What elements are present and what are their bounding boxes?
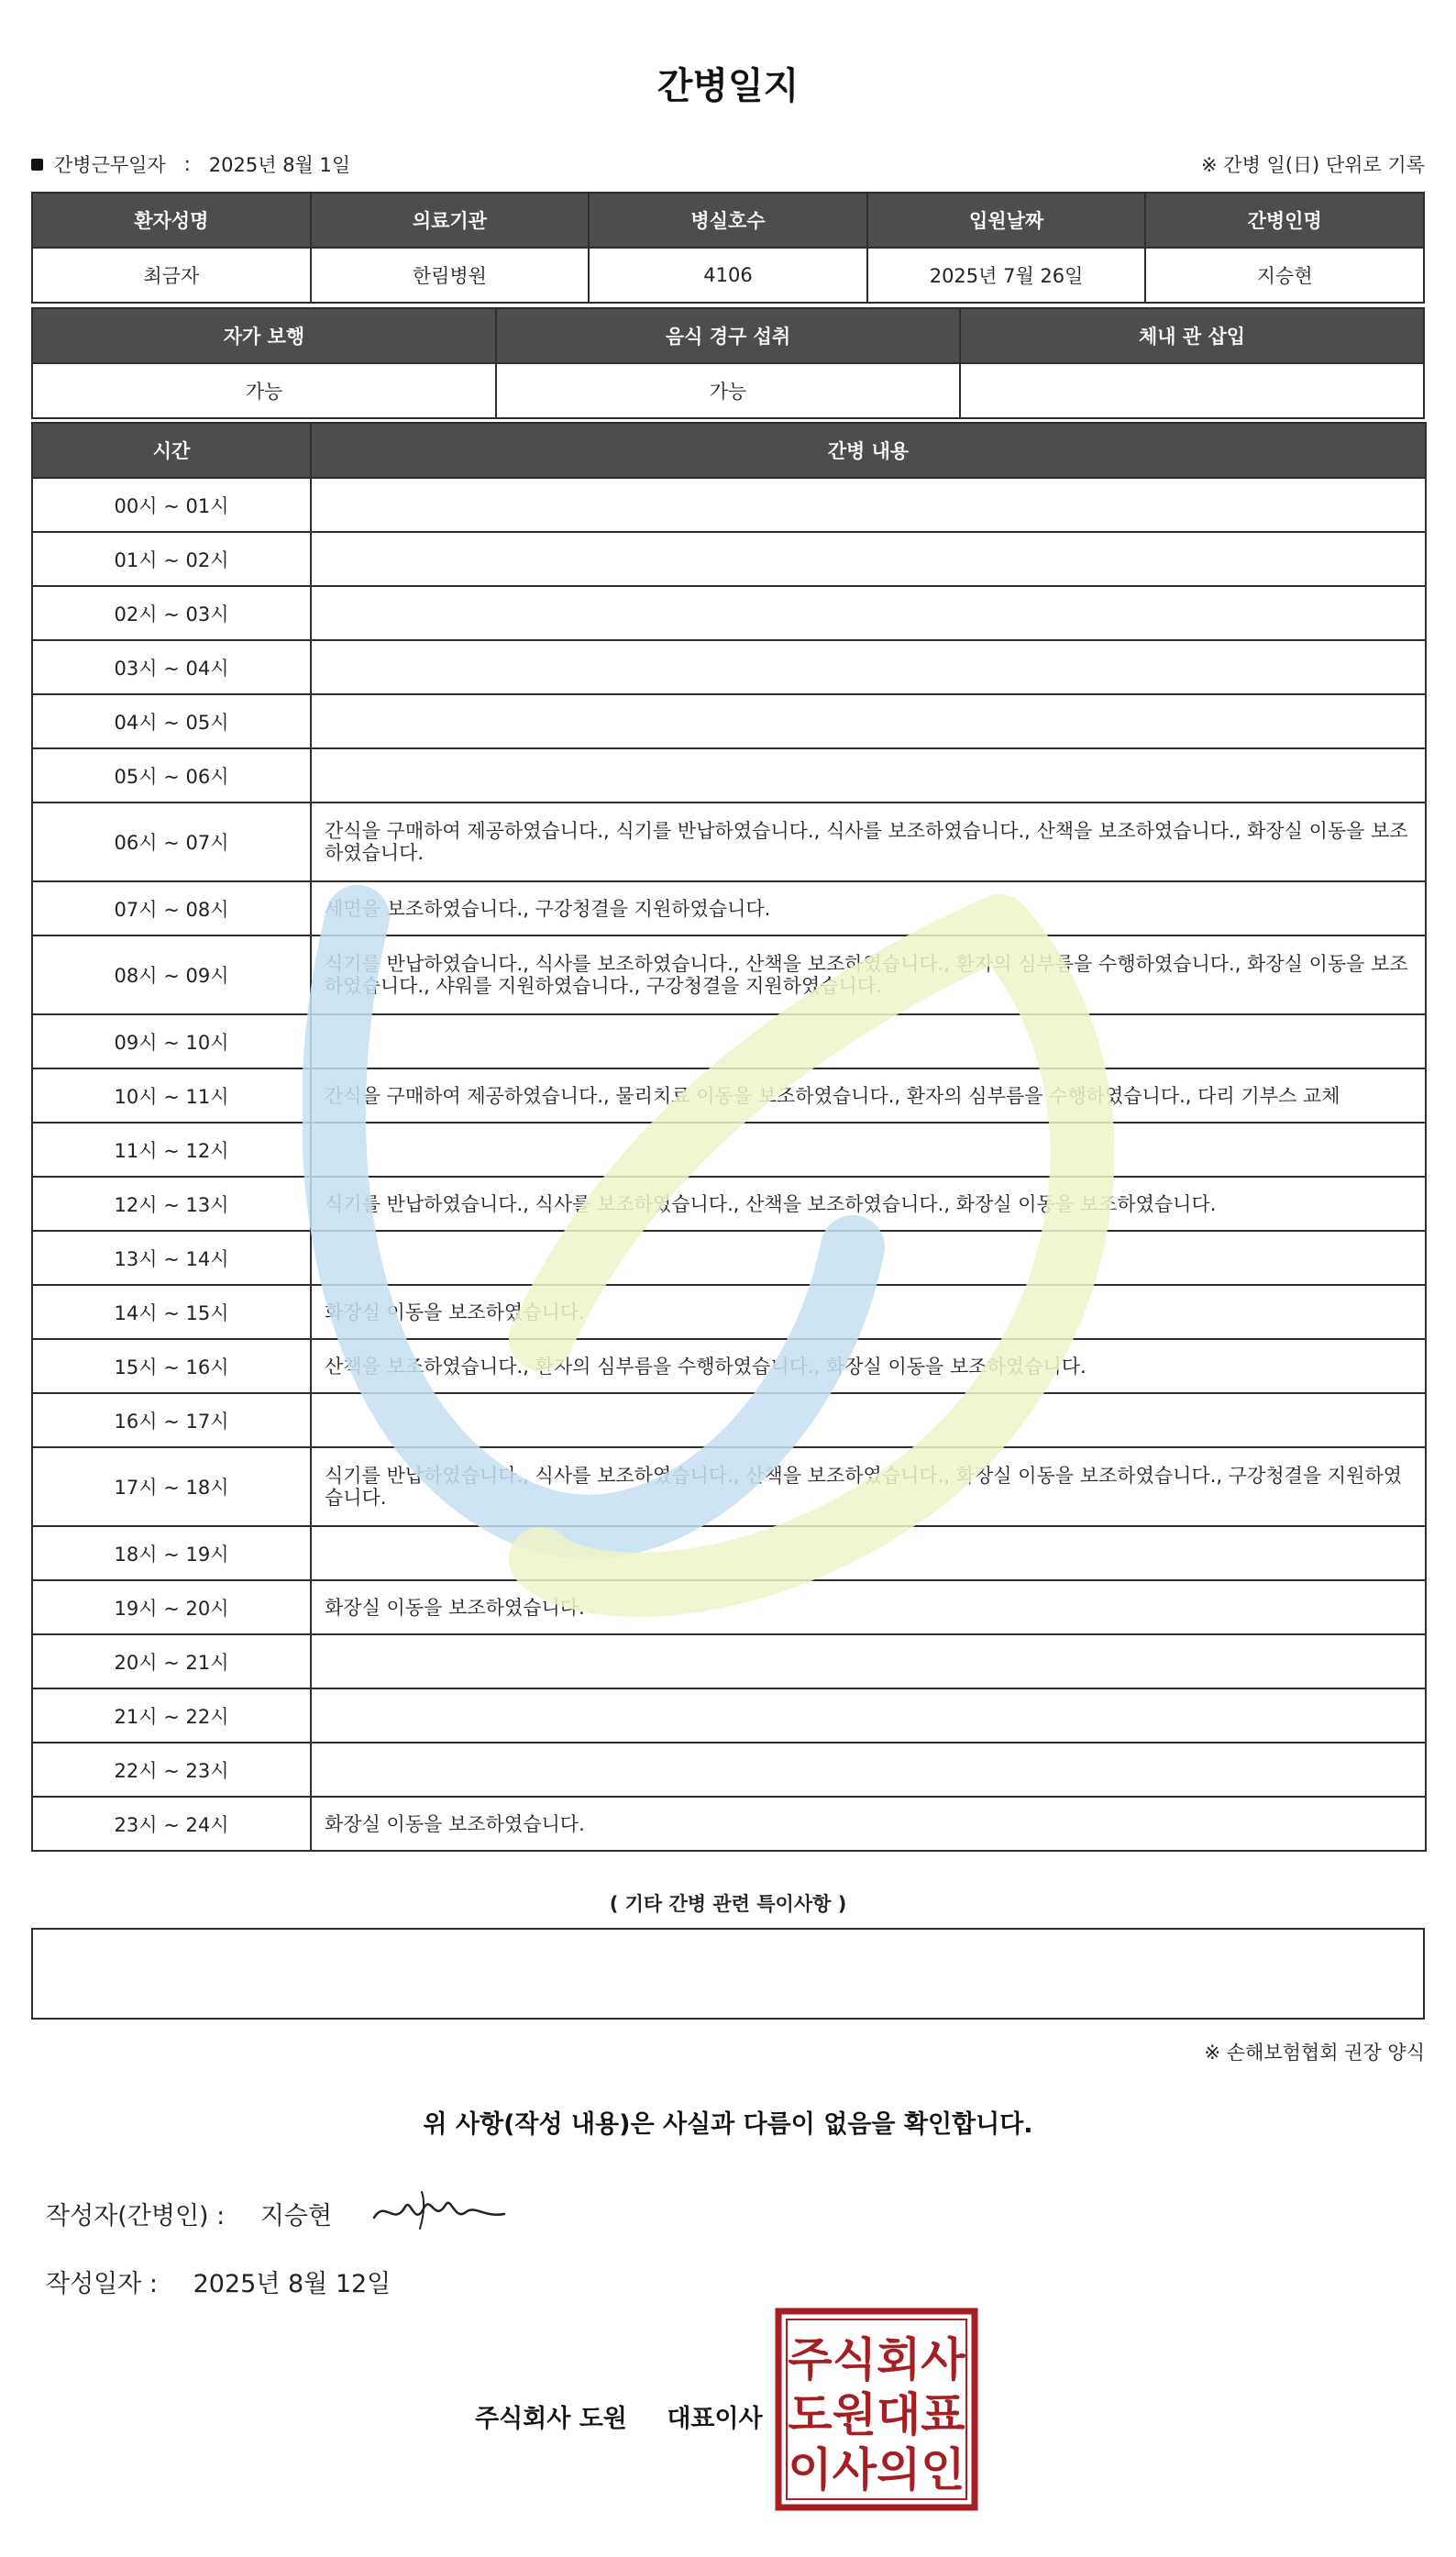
header-caregiver: 간병인명 (1145, 193, 1424, 248)
time-cell: 18시 ~ 19시 (32, 1526, 311, 1580)
content-cell (311, 1123, 1426, 1177)
table-row (32, 1285, 1426, 1339)
content-cell: 화장실 이동을 보조하였습니다. (311, 1580, 1426, 1634)
content-cell (311, 694, 1426, 748)
table-row (32, 1231, 1426, 1285)
content-cell: 식기를 반납하였습니다., 식사를 보조하였습니다., 산책을 보조하였습니다., 환자의 심부름을 수행하였습니다., 화장실 이동을 보조하였습니다., 샤워를 지원하였습니다., 구강청결을 지원하였습니다. (311, 935, 1426, 1014)
table-row (32, 1526, 1426, 1580)
header-time: 시간 (32, 423, 311, 478)
oral-intake-status: 가능 (496, 363, 960, 418)
time-cell: 03시 ~ 04시 (32, 640, 311, 694)
content-cell (311, 1393, 1426, 1447)
representative-label: 대표이사 (667, 2405, 763, 2433)
table-row (32, 1580, 1426, 1634)
bullet-icon (31, 159, 43, 171)
seal-line-3: 이사의인 (788, 2443, 965, 2496)
time-cell: 02시 ~ 03시 (32, 586, 311, 640)
admission-date: 2025년 7월 26일 (867, 248, 1146, 303)
special-notes-box (31, 1928, 1425, 2020)
time-cell: 21시 ~ 22시 (32, 1688, 311, 1743)
table-row (32, 478, 1426, 532)
table-row (32, 1447, 1426, 1526)
care-log-header-row (32, 423, 1426, 478)
patient-name: 최금자 (32, 248, 311, 303)
table-row (32, 881, 1426, 935)
time-cell: 05시 ~ 06시 (32, 748, 311, 803)
table-row (32, 748, 1426, 803)
patient-status-table (31, 307, 1425, 419)
unit-note: ※ 간병 일(日) 단위로 기록 (1201, 154, 1425, 176)
caregiver-name: 지승현 (1145, 248, 1424, 303)
table-row (32, 1688, 1426, 1743)
walking-status: 가능 (32, 363, 496, 418)
time-cell: 10시 ~ 11시 (32, 1068, 311, 1123)
time-cell: 04시 ~ 05시 (32, 694, 311, 748)
time-cell: 12시 ~ 13시 (32, 1177, 311, 1231)
table-row (32, 1068, 1426, 1123)
room-number: 4106 (589, 248, 867, 303)
table-row (32, 586, 1426, 640)
page-title: 간병일지 (656, 65, 800, 107)
table-row (32, 935, 1426, 1014)
table-row (32, 1339, 1426, 1393)
table-row (32, 1797, 1426, 1851)
content-cell (311, 1634, 1426, 1688)
table-row (32, 1123, 1426, 1177)
content-cell (311, 1688, 1426, 1743)
table-row (32, 532, 1426, 586)
written-date-value: 2025년 8월 12일 (193, 2270, 392, 2298)
time-cell: 22시 ~ 23시 (32, 1743, 311, 1797)
tube-status (960, 363, 1424, 418)
content-cell (311, 1526, 1426, 1580)
time-cell: 07시 ~ 08시 (32, 881, 311, 935)
time-cell: 17시 ~ 18시 (32, 1447, 311, 1526)
time-cell: 20시 ~ 21시 (32, 1634, 311, 1688)
company-line (475, 2398, 763, 2434)
content-cell (311, 640, 1426, 694)
seal-line-1: 주식회사 (788, 2333, 965, 2386)
header-room: 병실호수 (589, 193, 867, 248)
content-cell (311, 1743, 1426, 1797)
time-cell: 16시 ~ 17시 (32, 1393, 311, 1447)
time-cell: 13시 ~ 14시 (32, 1231, 311, 1285)
header-admission-date: 입원날짜 (867, 193, 1146, 248)
table-row (32, 803, 1426, 881)
patient-info-value-row (32, 248, 1424, 303)
time-cell: 23시 ~ 24시 (32, 1797, 311, 1851)
content-cell (311, 478, 1426, 532)
content-cell: 세면을 보조하였습니다., 구강청결을 지원하였습니다. (311, 881, 1426, 935)
seal-line-2: 도원대표 (788, 2388, 965, 2441)
company-seal-icon (775, 2308, 978, 2511)
content-cell (311, 1014, 1426, 1068)
content-cell: 간식을 구매하여 제공하였습니다., 물리치료 이동을 보조하였습니다., 환자의 심부름을 수행하였습니다., 다리 기부스 교체 (311, 1068, 1426, 1123)
work-date-value: 2025년 8월 1일 (208, 154, 351, 176)
content-cell (311, 586, 1426, 640)
time-cell: 09시 ~ 10시 (32, 1014, 311, 1068)
work-date-label: 간병근무일자 (54, 154, 166, 176)
time-cell: 14시 ~ 15시 (32, 1285, 311, 1339)
header-oral-intake: 음식 경구 섭취 (496, 308, 960, 363)
work-date (31, 150, 350, 178)
time-cell: 08시 ~ 09시 (32, 935, 311, 1014)
writer-label: 작성자(간병인) : (46, 2202, 226, 2230)
header-care-content: 간병 내용 (311, 423, 1426, 478)
writer-name: 지승현 (259, 2202, 333, 2230)
table-row (32, 1177, 1426, 1231)
table-row (32, 1014, 1426, 1068)
time-cell: 15시 ~ 16시 (32, 1339, 311, 1393)
form-note: ※ 손해보험협회 권장 양식 (1204, 2042, 1425, 2064)
patient-status-header-row (32, 308, 1424, 363)
table-row (32, 640, 1426, 694)
written-date-label: 작성일자 : (46, 2270, 159, 2298)
header-patient-name: 환자성명 (32, 193, 311, 248)
content-cell: 식기를 반납하였습니다., 식사를 보조하였습니다., 산책을 보조하였습니다., 화장실 이동을 보조하였습니다., 구강청결을 지원하였습니다. (311, 1447, 1426, 1526)
work-date-colon: : (183, 153, 191, 175)
header-tube: 체내 관 삽입 (960, 308, 1424, 363)
company-name: 주식회사 도원 (475, 2405, 627, 2433)
time-cell: 00시 ~ 01시 (32, 478, 311, 532)
table-row (32, 1634, 1426, 1688)
time-cell: 19시 ~ 20시 (32, 1580, 311, 1634)
hospital-name: 한림병원 (311, 248, 590, 303)
content-cell: 간식을 구매하여 제공하였습니다., 식기를 반납하였습니다., 식사를 보조하였습니다., 산책을 보조하였습니다., 화장실 이동을 보조하였습니다. (311, 803, 1426, 881)
patient-status-value-row (32, 363, 1424, 418)
content-cell: 화장실 이동을 보조하였습니다. (311, 1797, 1426, 1851)
patient-info-table (31, 192, 1425, 304)
content-cell: 산책을 보조하였습니다., 환자의 심부름을 수행하였습니다., 화장실 이동을 보조하였습니다. (311, 1339, 1426, 1393)
signature-icon (367, 2181, 513, 2236)
content-cell (311, 748, 1426, 803)
care-log-table (31, 422, 1427, 1852)
table-row (32, 1743, 1426, 1797)
table-row (32, 1393, 1426, 1447)
patient-info-header-row (32, 193, 1424, 248)
content-cell (311, 532, 1426, 586)
meta-row (31, 150, 1425, 178)
time-cell: 06시 ~ 07시 (32, 803, 311, 881)
time-cell: 01시 ~ 02시 (32, 532, 311, 586)
content-cell: 식기를 반납하였습니다., 식사를 보조하였습니다., 산책을 보조하였습니다., 화장실 이동을 보조하였습니다. (311, 1177, 1426, 1231)
special-notes-title: ( 기타 간병 관련 특이사항 ) (609, 1893, 847, 1915)
time-cell: 11시 ~ 12시 (32, 1123, 311, 1177)
header-hospital: 의료기관 (311, 193, 590, 248)
confirmation-statement: 위 사항(작성 내용)은 사실과 다름이 없음을 확인합니다. (423, 2110, 1033, 2139)
writer-line (46, 2196, 332, 2231)
content-cell (311, 1231, 1426, 1285)
written-date-line (46, 2264, 391, 2299)
content-cell: 화장실 이동을 보조하였습니다. (311, 1285, 1426, 1339)
table-row (32, 694, 1426, 748)
header-walking: 자가 보행 (32, 308, 496, 363)
